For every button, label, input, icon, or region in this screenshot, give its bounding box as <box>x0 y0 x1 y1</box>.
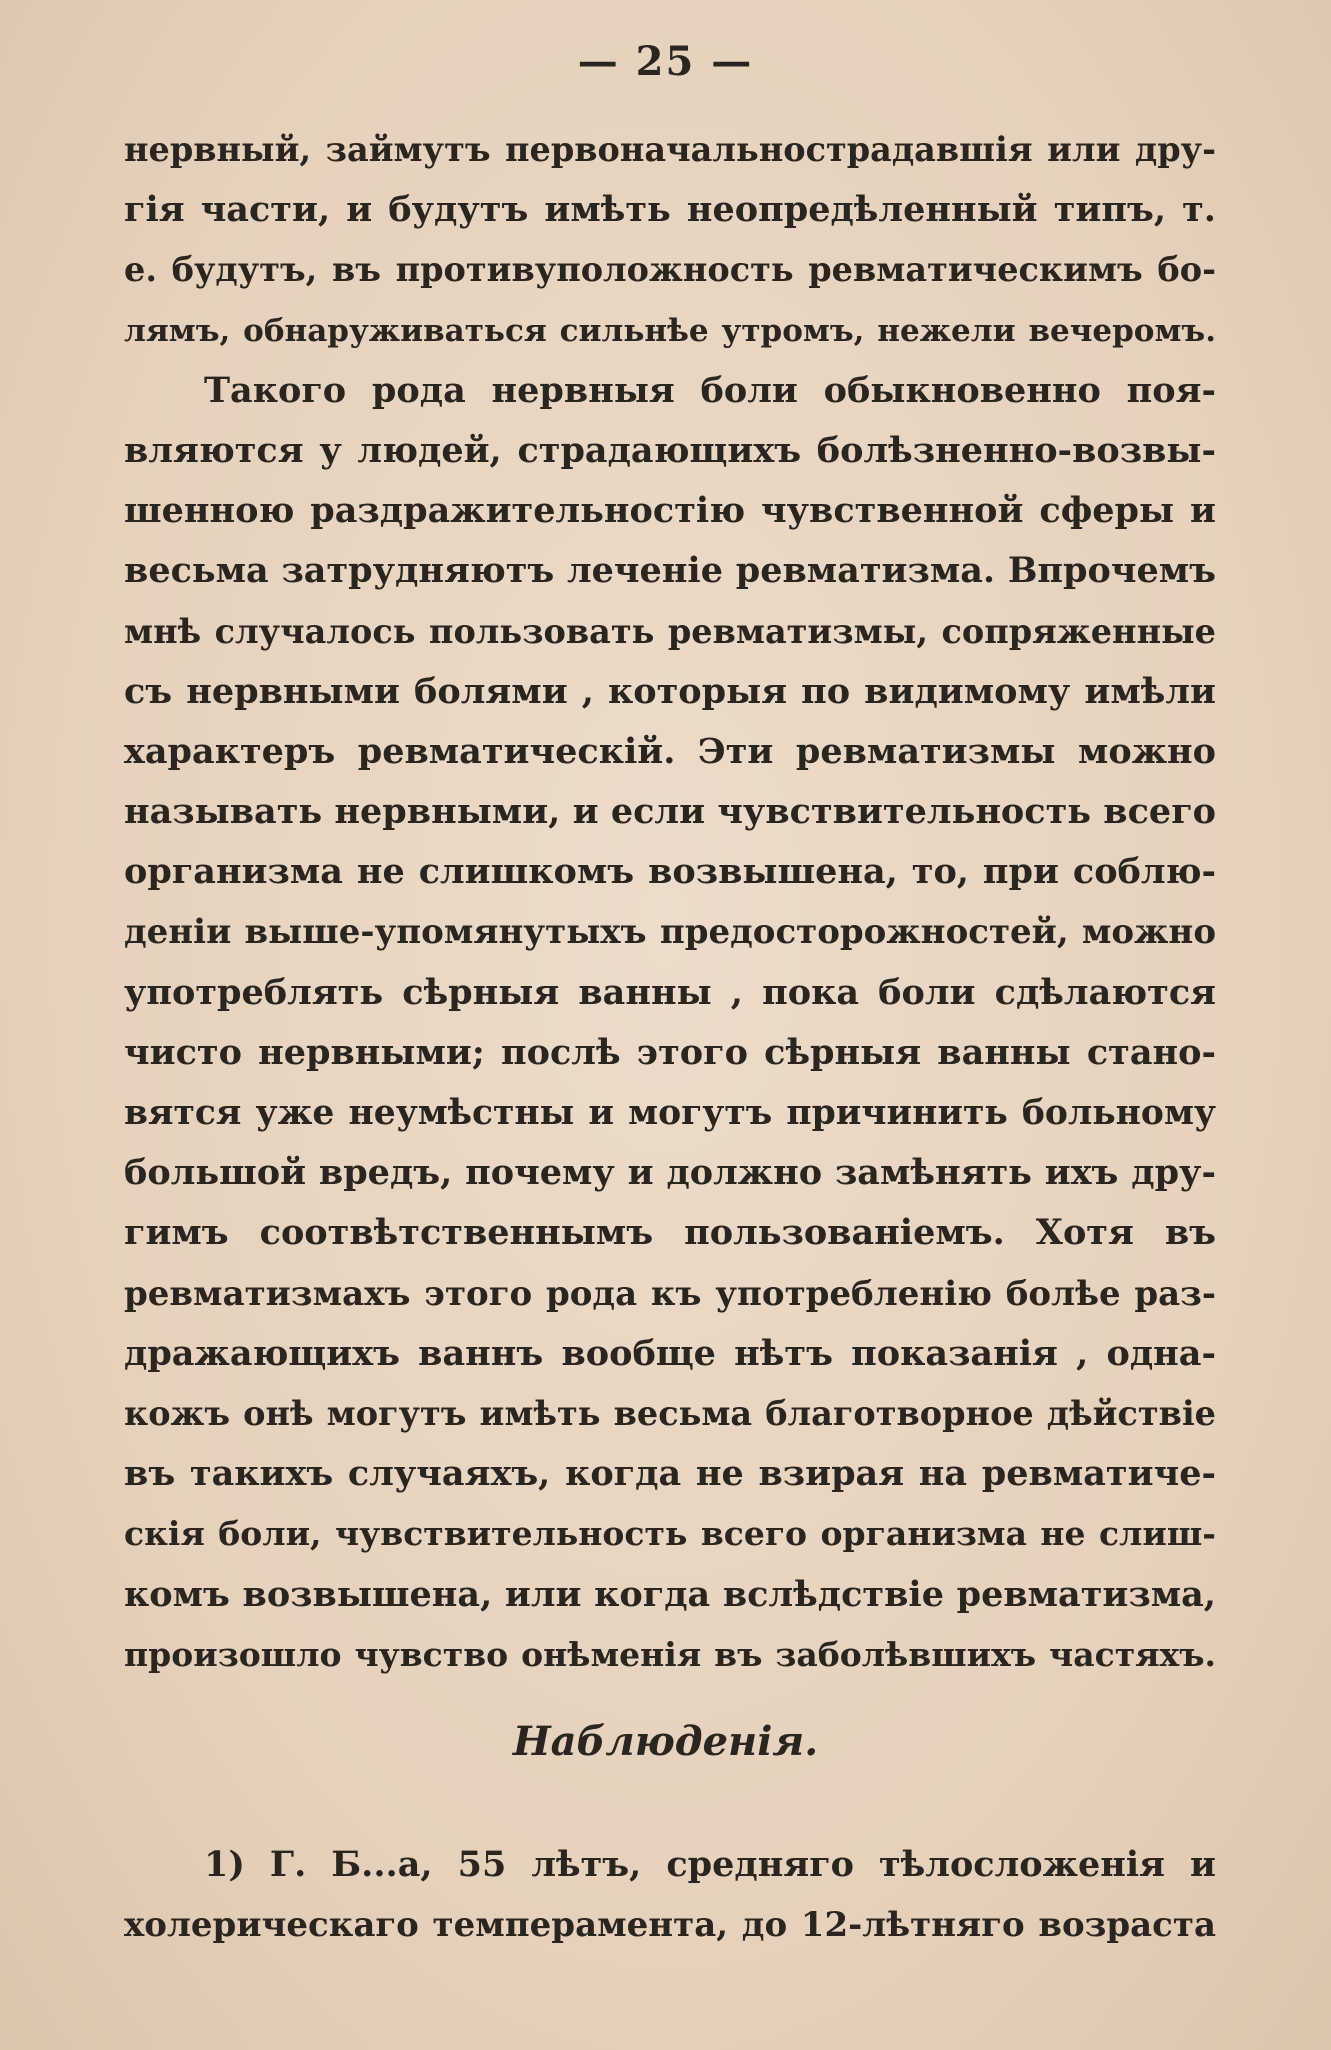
text-line: шенною раздражительностію чувственной сферы и <box>124 490 1216 532</box>
text-line: комъ возвышена, или когда вслѣдствіе ревматизма, <box>124 1573 1216 1615</box>
text-line: мнѣ случалось пользовать ревматизмы, сопряженные <box>124 611 1216 651</box>
text-line: кожъ онѣ могутъ имѣть весьма благотворное дѣйствіе <box>124 1393 1216 1433</box>
text-line: весьма затрудняютъ леченіе ревматизма. Впрочемъ <box>124 550 1216 592</box>
text-line: гимъ соотвѣтственнымъ пользованіемъ. Хотя въ <box>124 1212 1216 1254</box>
text-line: 1) Г. Б...а, 55 лѣтъ, средняго тѣлосложенія и <box>204 1844 1216 1885</box>
text-line: деніи выше-упомянутыхъ предосторожностей, можно <box>124 912 1216 953</box>
page-number: — 25 — <box>577 38 754 85</box>
text-line: характеръ ревматическій. Эти ревматизмы можно <box>124 730 1216 772</box>
text-line: съ нервными болями , которыя по видимому имѣли <box>124 670 1216 712</box>
text-line: е. будутъ, въ противуположность ревматическимъ бо- <box>124 250 1216 290</box>
text-line: нервный, займутъ первоначальнострадавшія или дру- <box>124 130 1216 169</box>
text-line: организма не слишкомъ возвышена, то, при соблю- <box>124 851 1216 893</box>
text-line: ревматизмахъ этого рода къ употребленію болѣе раз- <box>124 1273 1216 1314</box>
text-line: чисто нервными; послѣ этого сѣрныя ванны стано- <box>124 1031 1216 1073</box>
text-line: въ такихъ случаяхъ, когда не взирая на ревматиче- <box>124 1453 1216 1495</box>
text-line: холерическаго темперамента, до 12-лѣтняго возраста <box>124 1905 1216 1946</box>
text-line: вятся уже неумѣстны и могутъ причинить больному <box>124 1093 1216 1133</box>
text-line: гія части, и будутъ имѣть неопредѣленный типъ, т. <box>124 189 1216 231</box>
section-heading: Наблюденія. <box>512 1718 819 1765</box>
text-line: вляются у людей, страдающихъ болѣзненно-возвы- <box>124 429 1216 471</box>
text-line: Такого рода нервныя боли обыкновенно поя- <box>204 369 1216 411</box>
text-line: скія боли, чувствительность всего организма не слиш- <box>124 1514 1216 1554</box>
text-line: дражающихъ ваннъ вообще нѣтъ показанія , одна- <box>124 1332 1216 1374</box>
text-line: лямъ, обнаруживаться сильнѣе утромъ, нежели вечеромъ. <box>124 312 1216 349</box>
text-line: произошло чувство онѣменія въ заболѣвшихъ частяхъ. <box>124 1634 1216 1674</box>
text-line: называть нервными, и если чувствительность всего <box>124 791 1216 833</box>
main-text <box>124 120 1216 1685</box>
observation-text <box>124 1835 1216 1955</box>
text-line: употреблять сѣрныя ванны , пока боли сдѣлаются <box>124 971 1216 1013</box>
text-line: большой вредъ, почему и должно замѣнять ихъ дру- <box>124 1152 1216 1194</box>
